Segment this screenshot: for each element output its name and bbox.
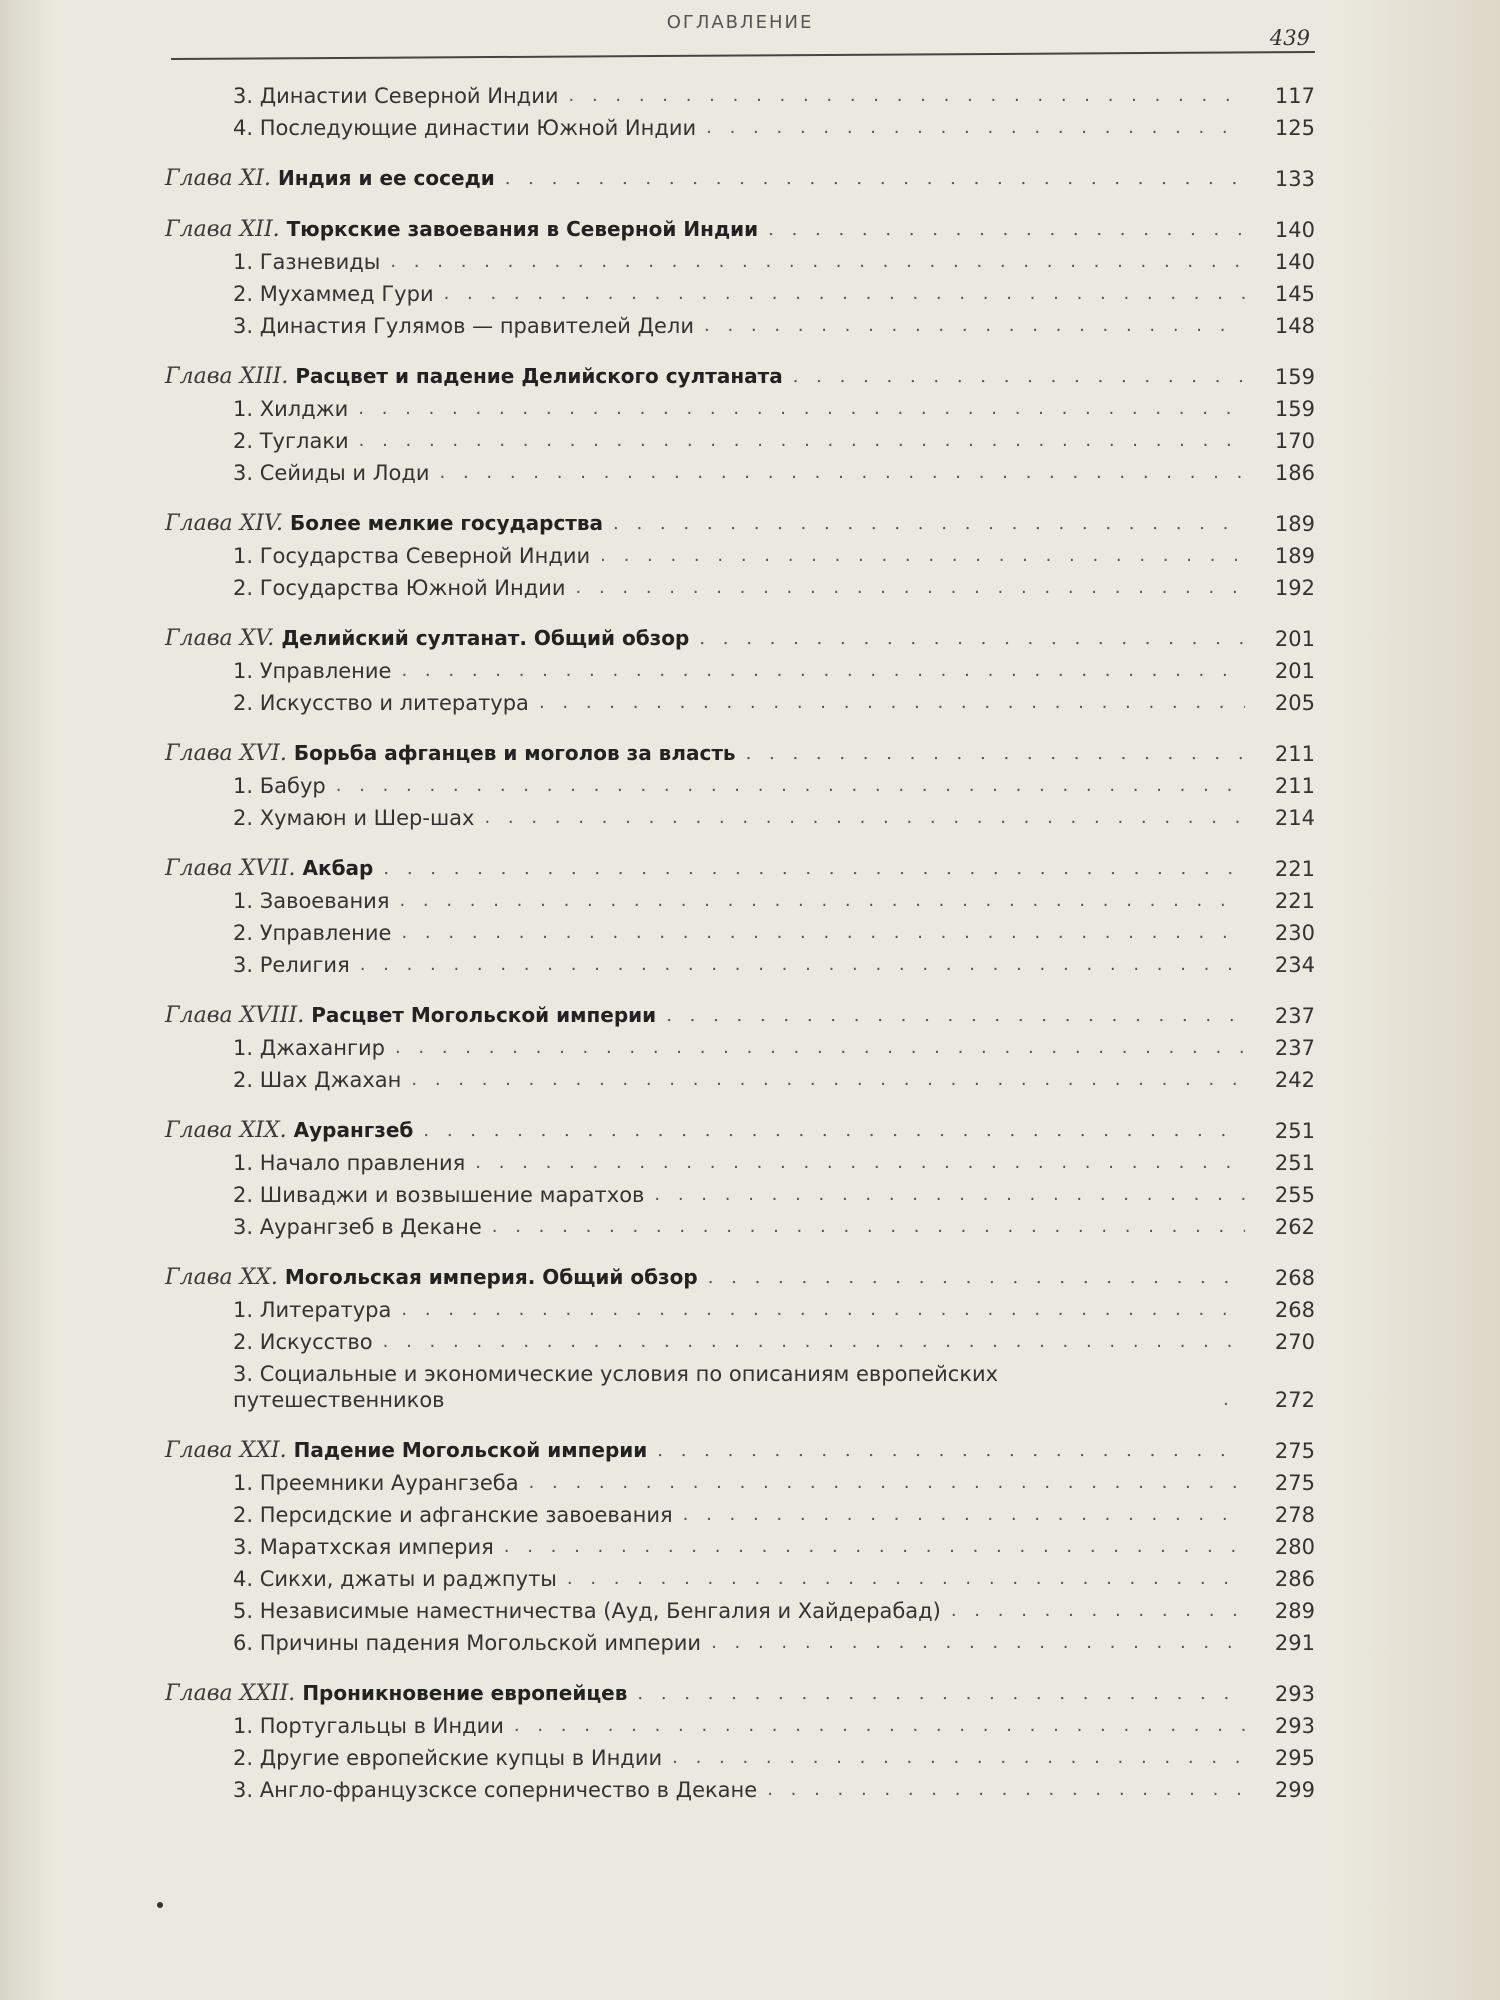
- section-number: 3.: [233, 1215, 254, 1239]
- header-rule: [171, 51, 1315, 60]
- chapter-page-number: 237: [1274, 1004, 1315, 1028]
- section-title: Туглаки: [259, 429, 349, 453]
- toc-section-row: [165, 1563, 1315, 1595]
- leader-dots: [383, 856, 1245, 882]
- leader-dots: [401, 920, 1245, 946]
- section-page-number: 251: [1274, 1151, 1315, 1175]
- toc-chapter-row: [165, 352, 1315, 393]
- leader-dots: [383, 1329, 1245, 1355]
- leader-dots: [360, 952, 1245, 978]
- toc-section-heading: [233, 281, 434, 307]
- section-title: Джахангир: [259, 1036, 385, 1060]
- toc-section-row: [165, 885, 1315, 917]
- leader-dots: [492, 1214, 1245, 1240]
- leader-dots: [666, 1003, 1245, 1029]
- chapter-page-number: 293: [1274, 1682, 1315, 1706]
- toc-chapter-block: [165, 352, 1315, 489]
- section-number: 1.: [233, 1036, 254, 1060]
- toc-section-row: [165, 1595, 1315, 1627]
- section-page-number: 189: [1274, 544, 1315, 568]
- chapter-page-number: 251: [1274, 1119, 1315, 1143]
- leader-dots: [657, 1438, 1245, 1464]
- section-number: 1.: [233, 1151, 254, 1175]
- leader-dots: [411, 1067, 1245, 1093]
- chapter-page-number: 275: [1274, 1439, 1315, 1463]
- page-number: 439: [1269, 26, 1310, 50]
- toc-section-heading: [233, 115, 696, 141]
- toc-section-heading: [233, 543, 590, 569]
- section-number: 3.: [233, 953, 254, 977]
- toc-section-row: [165, 1179, 1315, 1211]
- section-number: 1.: [233, 250, 254, 274]
- section-number: 1.: [233, 1298, 254, 1322]
- toc-section-heading: [233, 1470, 519, 1496]
- toc-chapter-block: [165, 729, 1315, 834]
- toc-section-heading: [233, 773, 326, 799]
- toc-section-row: [165, 1710, 1315, 1742]
- toc-section-row: [165, 949, 1315, 981]
- toc-section-heading: [233, 249, 380, 275]
- section-title: Бабур: [259, 774, 326, 798]
- section-title: Хилджи: [259, 397, 349, 421]
- chapter-title: Расцвет Могольской империи: [311, 1003, 657, 1027]
- toc-section-row: [165, 1774, 1315, 1806]
- leader-dots: [358, 396, 1245, 422]
- chapter-page-number: 140: [1274, 218, 1315, 242]
- section-number: 2.: [233, 1503, 254, 1527]
- section-title: Газневиды: [259, 250, 381, 274]
- section-number: 3.: [233, 1362, 254, 1386]
- toc-chapter-heading: [165, 1680, 627, 1707]
- section-page-number: 148: [1274, 314, 1315, 338]
- toc-chapter-block: [165, 1106, 1315, 1243]
- section-page-number: 237: [1274, 1036, 1315, 1060]
- toc-chapter-block: [165, 991, 1315, 1096]
- chapter-title: Делийский султанат. Общий обзор: [281, 626, 690, 650]
- toc-chapter-heading: [165, 625, 689, 652]
- section-number: 1.: [233, 1714, 254, 1738]
- section-page-number: 255: [1274, 1183, 1315, 1207]
- toc-section-row: [165, 1742, 1315, 1774]
- toc-chapter-heading: [165, 740, 736, 767]
- toc-section-heading: [233, 805, 474, 831]
- toc-section-heading: [233, 1329, 373, 1355]
- toc-chapter-heading: [165, 855, 373, 882]
- toc-section-heading: [233, 1534, 494, 1560]
- toc-chapter-block: [165, 499, 1315, 604]
- chapter-number: Глава XII.: [165, 217, 280, 242]
- chapter-number: Глава XVI.: [165, 741, 287, 766]
- section-title: Персидские и афганские завоевания: [259, 1503, 673, 1527]
- section-number: 3.: [233, 461, 254, 485]
- leader-dots: [539, 690, 1245, 716]
- toc-chapter-row: [165, 499, 1315, 540]
- section-page-number: 211: [1274, 774, 1315, 798]
- chapter-page-number: 221: [1274, 857, 1315, 881]
- toc-section-heading: [233, 396, 348, 422]
- toc-section-row: [165, 1358, 1315, 1416]
- toc-section-heading: [233, 1150, 465, 1176]
- toc-section-heading: [233, 920, 391, 946]
- toc-section-row: [165, 310, 1315, 342]
- toc-chapter-heading: [165, 510, 603, 537]
- section-page-number: 186: [1274, 461, 1315, 485]
- leader-dots: [395, 1035, 1245, 1061]
- section-title: Хумаюн и Шер-шах: [259, 806, 475, 830]
- section-title: Причины падения Могольской империи: [259, 1631, 702, 1655]
- section-title: Литература: [259, 1298, 392, 1322]
- toc-section-heading: [233, 690, 529, 716]
- leader-dots: [793, 364, 1245, 390]
- toc-section-row: [165, 1627, 1315, 1659]
- toc-section-row: [165, 687, 1315, 719]
- section-title: Шах Джахан: [259, 1068, 402, 1092]
- section-title: Государства Южной Индии: [259, 576, 566, 600]
- toc-section-row: [165, 1294, 1315, 1326]
- toc-chapter-heading: [165, 1264, 698, 1291]
- toc-section-heading: [233, 1713, 504, 1739]
- toc-section-heading: [233, 1745, 662, 1771]
- toc-chapter-row: [165, 1669, 1315, 1710]
- section-page-number: 295: [1274, 1746, 1315, 1770]
- toc-section-heading: [233, 313, 694, 339]
- section-page-number: 230: [1274, 921, 1315, 945]
- toc-chapter-heading: [165, 165, 495, 192]
- toc-section-heading: [233, 1035, 385, 1061]
- chapter-number: Глава XVIII.: [165, 1003, 305, 1028]
- toc-section-heading: [233, 952, 350, 978]
- section-number: 2.: [233, 576, 254, 600]
- toc-section-heading: [233, 1777, 757, 1803]
- toc-chapter-heading: [165, 216, 758, 243]
- toc-chapter-row: [165, 991, 1315, 1032]
- section-page-number: 159: [1274, 397, 1315, 421]
- toc-section-row: [165, 1531, 1315, 1563]
- leader-dots: [1223, 1387, 1245, 1413]
- toc-chapter-row: [165, 1106, 1315, 1147]
- leader-dots: [704, 313, 1245, 339]
- chapter-title: Более мелкие государства: [290, 511, 604, 535]
- toc-section-heading: [233, 658, 391, 684]
- leader-dots: [423, 1118, 1245, 1144]
- book-page: [165, 0, 1315, 2000]
- toc-section-row: [165, 1326, 1315, 1358]
- toc-section-row: [165, 655, 1315, 687]
- section-number: 3.: [233, 1778, 254, 1802]
- toc-section-heading: [233, 1297, 391, 1323]
- toc-section-row: [165, 1467, 1315, 1499]
- toc-section-heading: [233, 1361, 1213, 1413]
- section-title: Англо-французсксе соперничество в Декане: [259, 1778, 758, 1802]
- section-number: 2.: [233, 691, 254, 715]
- toc-section-row: [165, 540, 1315, 572]
- section-title: Португальцы в Индии: [259, 1714, 504, 1738]
- chapter-number: Глава XXI.: [165, 1438, 287, 1463]
- chapter-number: Глава XX.: [165, 1265, 278, 1290]
- chapter-title: Падение Могольской империи: [293, 1438, 648, 1462]
- leader-dots: [672, 1745, 1245, 1771]
- toc-chapter-row: [165, 1253, 1315, 1294]
- section-number: 1.: [233, 659, 254, 683]
- section-title: Управление: [259, 921, 392, 945]
- section-number: 2.: [233, 429, 254, 453]
- section-page-number: 201: [1274, 659, 1315, 683]
- leader-dots: [711, 1630, 1245, 1656]
- section-page-number: 275: [1274, 1471, 1315, 1495]
- toc-chapter-row: [165, 614, 1315, 655]
- toc-section-row: [165, 802, 1315, 834]
- chapter-title: Расцвет и падение Делийского султаната: [295, 364, 783, 388]
- toc-chapter-block: [165, 844, 1315, 981]
- section-number: 2.: [233, 1183, 254, 1207]
- toc-section-row: [165, 1064, 1315, 1096]
- section-number: 2.: [233, 921, 254, 945]
- leader-dots: [567, 1566, 1245, 1592]
- section-page-number: 278: [1274, 1503, 1315, 1527]
- page-edge-shadow: [1340, 0, 1500, 2000]
- section-title: Государства Северной Индии: [259, 544, 591, 568]
- leader-dots: [767, 1777, 1245, 1803]
- leader-dots: [399, 888, 1245, 914]
- leader-dots: [444, 281, 1245, 307]
- section-number: 4.: [233, 116, 254, 140]
- toc-chapter-row: [165, 844, 1315, 885]
- toc-section-heading: [233, 1502, 673, 1528]
- leader-dots: [514, 1713, 1245, 1739]
- section-number: 1.: [233, 774, 254, 798]
- toc-section-heading: [233, 83, 559, 109]
- section-number: 6.: [233, 1631, 254, 1655]
- chapter-page-number: 201: [1274, 627, 1315, 651]
- section-page-number: 289: [1274, 1599, 1315, 1623]
- section-title: Мухаммед Гури: [259, 282, 434, 306]
- toc-section-row: [165, 1499, 1315, 1531]
- section-title: Управление: [259, 659, 392, 683]
- chapter-title: Индия и ее соседи: [277, 166, 495, 190]
- page-gutter-shadow: [0, 0, 55, 2000]
- section-title: Династия Гулямов — правителей Дели: [259, 314, 694, 338]
- ink-speck: [157, 1902, 163, 1908]
- section-title: Сикхи, джаты и раджпуты: [259, 1567, 557, 1591]
- toc-section-heading: [233, 460, 430, 486]
- leader-dots: [768, 217, 1245, 243]
- toc-section-heading: [233, 1598, 941, 1624]
- leader-dots: [706, 115, 1245, 141]
- toc-chapter-block: [165, 154, 1315, 195]
- leader-dots: [576, 575, 1245, 601]
- leader-dots: [504, 1534, 1245, 1560]
- running-header: [165, 6, 1315, 56]
- chapter-number: Глава XIX.: [165, 1118, 287, 1143]
- chapter-number: Глава XVII.: [165, 856, 296, 881]
- leader-dots: [600, 543, 1245, 569]
- leader-dots: [613, 511, 1245, 537]
- section-page-number: 291: [1274, 1631, 1315, 1655]
- section-title: Династии Северной Индии: [259, 84, 559, 108]
- toc-chapter-block: [165, 614, 1315, 719]
- leader-dots: [440, 460, 1245, 486]
- section-title: Аурангзеб в Декане: [259, 1215, 482, 1239]
- leader-dots: [475, 1150, 1245, 1176]
- chapter-number: Глава XIV.: [165, 511, 283, 536]
- leader-dots: [401, 1297, 1245, 1323]
- section-number: 2.: [233, 806, 254, 830]
- section-page-number: 117: [1274, 84, 1315, 108]
- toc-section-heading: [233, 1214, 482, 1240]
- section-title: Маратхская империя: [259, 1535, 494, 1559]
- toc-section-row: [165, 457, 1315, 489]
- section-page-number: 205: [1274, 691, 1315, 715]
- leader-dots: [951, 1598, 1245, 1624]
- section-page-number: 234: [1274, 953, 1315, 977]
- chapter-title: Могольская империя. Общий обзор: [284, 1265, 698, 1289]
- chapter-number: Глава XI.: [165, 166, 271, 191]
- leader-dots: [505, 166, 1245, 192]
- leader-dots: [699, 626, 1245, 652]
- toc-section-heading: [233, 428, 349, 454]
- leader-dots: [654, 1182, 1245, 1208]
- chapter-title: Аурангзеб: [293, 1118, 414, 1142]
- section-page-number: 170: [1274, 429, 1315, 453]
- toc-chapter-heading: [165, 1117, 413, 1144]
- section-page-number: 221: [1274, 889, 1315, 913]
- section-title: Социальные и экономические условия по описаниям европейских путешественников: [233, 1362, 999, 1412]
- chapter-page-number: 133: [1274, 167, 1315, 191]
- toc-section-row: [165, 1211, 1315, 1243]
- toc-section-row: [165, 917, 1315, 949]
- toc-chapter-heading: [165, 1002, 656, 1029]
- section-number: 3.: [233, 1535, 254, 1559]
- section-number: 2.: [233, 1330, 254, 1354]
- toc-section-row: [165, 80, 1315, 112]
- toc-chapter-block: [165, 80, 1315, 144]
- leader-dots: [637, 1681, 1245, 1707]
- section-page-number: 145: [1274, 282, 1315, 306]
- leader-dots: [683, 1502, 1245, 1528]
- section-title: Преемники Аурангзеба: [259, 1471, 519, 1495]
- toc-chapter-heading: [165, 1437, 647, 1464]
- section-page-number: 293: [1274, 1714, 1315, 1738]
- toc-chapter-block: [165, 1426, 1315, 1659]
- section-page-number: 272: [1274, 1388, 1315, 1412]
- chapter-page-number: 211: [1274, 742, 1315, 766]
- chapter-page-number: 268: [1274, 1266, 1315, 1290]
- section-page-number: 286: [1274, 1567, 1315, 1591]
- section-page-number: 262: [1274, 1215, 1315, 1239]
- toc-chapter-heading: [165, 363, 783, 390]
- section-number: 1.: [233, 889, 254, 913]
- toc-section-row: [165, 278, 1315, 310]
- section-page-number: 192: [1274, 576, 1315, 600]
- toc-section-heading: [233, 575, 566, 601]
- section-number: 1.: [233, 1471, 254, 1495]
- section-number: 3.: [233, 314, 254, 338]
- section-title: Религия: [259, 953, 350, 977]
- section-number: 1.: [233, 397, 254, 421]
- toc-chapter-block: [165, 1253, 1315, 1416]
- chapter-title: Тюркские завоевания в Северной Индии: [286, 217, 759, 241]
- leader-dots: [401, 658, 1245, 684]
- toc-chapter-row: [165, 1426, 1315, 1467]
- toc-section-row: [165, 425, 1315, 457]
- section-title: Независимые наместничества (Ауд, Бенгалия и Хайдерабад): [259, 1599, 941, 1623]
- toc-chapter-block: [165, 1669, 1315, 1806]
- section-number: 2.: [233, 1746, 254, 1770]
- toc-chapter-row: [165, 729, 1315, 770]
- toc-chapter-row: [165, 154, 1315, 195]
- toc-section-heading: [233, 888, 389, 914]
- toc-section-row: [165, 393, 1315, 425]
- toc-section-row: [165, 246, 1315, 278]
- section-page-number: 270: [1274, 1330, 1315, 1354]
- section-title: Завоевания: [259, 889, 390, 913]
- toc-section-heading: [233, 1566, 557, 1592]
- section-title: Искусство: [259, 1330, 373, 1354]
- section-title: Последующие династии Южной Индии: [259, 116, 697, 140]
- section-number: 3.: [233, 84, 254, 108]
- section-page-number: 299: [1274, 1778, 1315, 1802]
- leader-dots: [746, 741, 1245, 767]
- leader-dots: [569, 83, 1245, 109]
- chapter-number: Глава XXII.: [165, 1681, 296, 1706]
- leader-dots: [484, 805, 1245, 831]
- section-page-number: 280: [1274, 1535, 1315, 1559]
- section-title: Сейиды и Лоди: [259, 461, 430, 485]
- chapter-title: Проникновение европейцев: [302, 1681, 628, 1705]
- leader-dots: [359, 428, 1245, 454]
- leader-dots: [336, 773, 1245, 799]
- chapter-title: Акбар: [302, 856, 374, 880]
- chapter-title: Борьба афганцев и моголов за власть: [293, 741, 736, 765]
- toc-section-row: [165, 1032, 1315, 1064]
- section-number: 2.: [233, 1068, 254, 1092]
- section-title: Другие европейские купцы в Индии: [259, 1746, 663, 1770]
- section-number: 2.: [233, 282, 254, 306]
- toc-section-row: [165, 770, 1315, 802]
- toc-section-row: [165, 572, 1315, 604]
- toc-chapter-block: [165, 205, 1315, 342]
- table-of-contents: [165, 70, 1315, 1806]
- section-page-number: 214: [1274, 806, 1315, 830]
- toc-section-heading: [233, 1067, 401, 1093]
- chapter-number: Глава XV.: [165, 626, 275, 651]
- toc-section-heading: [233, 1182, 644, 1208]
- toc-section-row: [165, 112, 1315, 144]
- chapter-number: Глава XIII.: [165, 364, 289, 389]
- running-header-title: ОГЛАВЛЕНИЕ: [666, 12, 814, 33]
- section-number: 4.: [233, 1567, 254, 1591]
- toc-chapter-row: [165, 205, 1315, 246]
- leader-dots: [390, 249, 1245, 275]
- section-page-number: 140: [1274, 250, 1315, 274]
- section-number: 5.: [233, 1599, 254, 1623]
- toc-section-heading: [233, 1630, 701, 1656]
- leader-dots: [708, 1265, 1245, 1291]
- section-title: Шиваджи и возвышение маратхов: [259, 1183, 645, 1207]
- section-number: 1.: [233, 544, 254, 568]
- section-title: Начало правления: [259, 1151, 466, 1175]
- section-page-number: 268: [1274, 1298, 1315, 1322]
- section-title: Искусство и литература: [259, 691, 529, 715]
- toc-section-row: [165, 1147, 1315, 1179]
- section-page-number: 125: [1274, 116, 1315, 140]
- section-page-number: 242: [1274, 1068, 1315, 1092]
- leader-dots: [529, 1470, 1245, 1496]
- chapter-page-number: 189: [1274, 512, 1315, 536]
- chapter-page-number: 159: [1274, 365, 1315, 389]
